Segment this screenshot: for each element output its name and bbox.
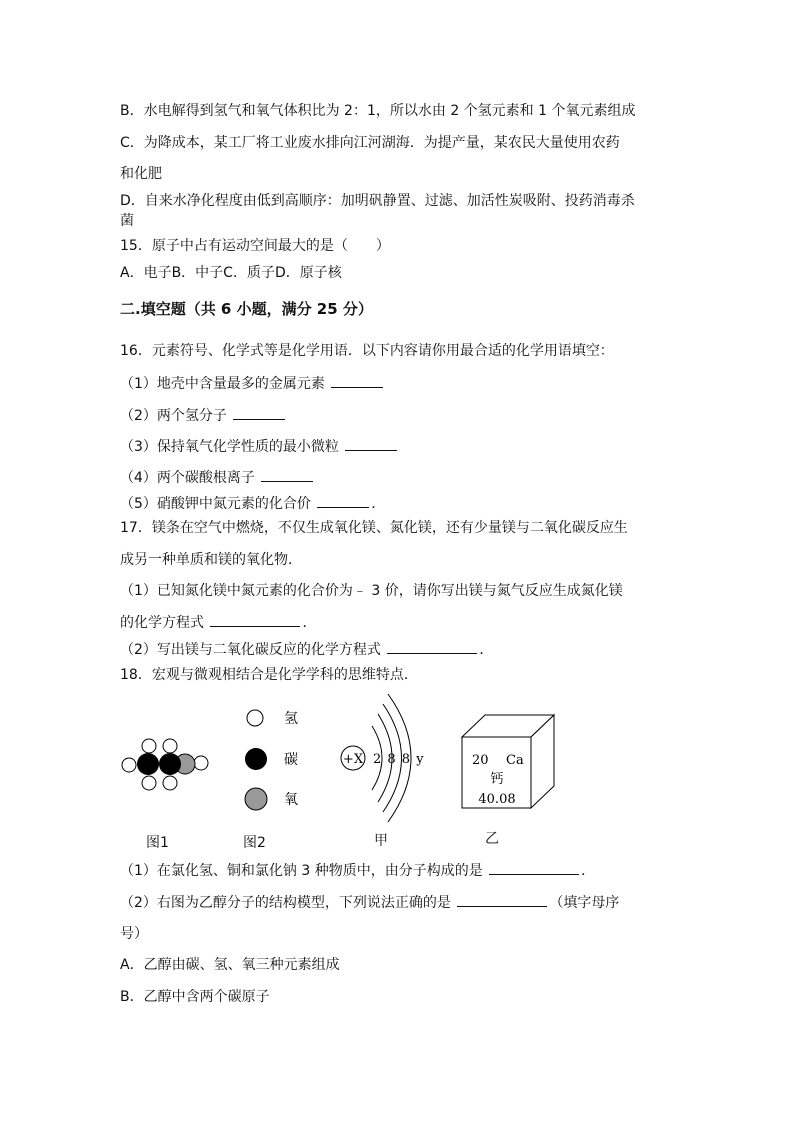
q18-item-1-period: ． — [581, 863, 596, 879]
atom-structure-diagram — [341, 694, 425, 822]
atomic-mass: 40.08 — [478, 792, 516, 807]
q16-item-4 — [120, 467, 315, 488]
answer-blank[interactable] — [457, 892, 547, 907]
figure-2-caption: 图2 — [243, 835, 266, 851]
answer-blank[interactable] — [210, 612, 300, 627]
q17-item-1-line1: （1）已知氮化镁中氮元素的化合价为﹣ 3 价，请你写出镁与氮气反应生成氮化镁 — [120, 583, 623, 599]
q18-item-2-hint: （填字母序 — [549, 895, 620, 911]
hydrogen-atom — [163, 739, 177, 753]
periodic-table-cell — [462, 715, 554, 808]
atomic-number: 20 — [472, 753, 489, 768]
q17-item-1-period: ． — [302, 615, 317, 631]
hydrogen-atom — [194, 756, 208, 770]
q16-item-1-text: （1）地壳中含量最多的金属元素 — [120, 376, 325, 392]
q18-option-b: B．乙醇中含两个碳原子 — [120, 989, 270, 1005]
q14-option-c-line1: C．为降成本，某工厂将工业废水排向江河湖海．为提产量，某农民大量使用农药 — [120, 135, 620, 151]
element-symbol: Ca — [506, 753, 524, 768]
answer-blank[interactable] — [489, 860, 579, 875]
q16-item-2-text: （2）两个氢分子 — [120, 408, 227, 424]
carbon-atom — [159, 753, 181, 775]
q18-item-2-line2: 号） — [120, 926, 148, 942]
q16-item-2 — [120, 405, 287, 426]
carbon-legend-icon — [245, 748, 267, 770]
hydrogen-atom — [163, 776, 177, 790]
q17-stem-line2: 成另一种单质和镁的氧化物． — [120, 552, 302, 568]
q16-stem: 16．元素符号、化学式等是化学用语．以下内容请你用最合适的化学用语填空： — [120, 343, 614, 359]
q15-options: A．电子B．中子C．质子D．原子核 — [120, 265, 342, 281]
answer-blank[interactable] — [331, 373, 383, 388]
q18-item-2-line1 — [120, 892, 619, 913]
section-title: 二.填空题（共 6 小题，满分 25 分） — [120, 300, 373, 318]
q17-item-1-text: 的化学方程式 — [120, 615, 204, 631]
q18-figures — [0, 690, 794, 830]
answer-blank[interactable] — [387, 639, 477, 654]
q16-item-4-text: （4）两个碳酸根离子 — [120, 470, 255, 486]
q16-item-5-text: （5）硝酸钾中氮元素的化合价 — [120, 496, 311, 512]
q17-item-2-period: ． — [479, 642, 494, 658]
q16-item-1 — [120, 373, 385, 394]
q17-stem-line1: 17．镁条在空气中燃烧，不仅生成氧化镁、氮化镁，还有少量镁与二氧化碳反应生 — [120, 520, 628, 536]
hydrogen-atom — [142, 739, 156, 753]
oxygen-legend-label: 氧 — [284, 792, 298, 808]
q16-item-3 — [120, 436, 399, 457]
hydrogen-legend-icon — [247, 710, 263, 726]
carbon-atom — [137, 753, 159, 775]
hydrogen-legend-label: 氢 — [284, 711, 298, 727]
q18-option-a: A．乙醇由碳、氢、氧三种元素组成 — [120, 957, 340, 973]
figure-jia-caption: 甲 — [374, 833, 388, 849]
q15-stem: 15．原子中占有运动空间最大的是（ ） — [120, 238, 390, 254]
ethanol-model — [122, 739, 208, 790]
q18-item-1 — [120, 860, 595, 881]
q14-option-b: B．水电解得到氢气和氧气体积比为 2：1，所以水由 2 个氢元素和 1 个氧元素组成 — [120, 103, 636, 119]
carbon-legend-label: 碳 — [284, 752, 298, 768]
q14-option-d-line2: 菌 — [120, 213, 134, 229]
q16-item-3-text: （3）保持氧气化学性质的最小微粒 — [120, 439, 339, 455]
q17-item-1-line2 — [120, 612, 316, 633]
oxygen-legend-icon — [245, 788, 267, 810]
atom-legend — [245, 710, 298, 810]
figure-1-caption: 图1 — [146, 835, 169, 851]
element-name: 钙 — [490, 772, 504, 787]
hydrogen-atom — [122, 758, 136, 772]
q14-option-d-line1: D．自来水净化程度由低到高顺序：加明矾静置、过滤、加活性炭吸附、投药消毒杀 — [120, 193, 635, 209]
answer-blank[interactable] — [317, 493, 369, 508]
nucleus-charge: +X — [342, 752, 364, 767]
answer-blank[interactable] — [233, 405, 285, 420]
figure-yi-caption: 乙 — [485, 831, 499, 847]
hydrogen-atom — [142, 776, 156, 790]
shell-electron-counts: 2 8 8 y — [373, 752, 425, 767]
q18-item-2-text: （2）右图为乙醇分子的结构模型，下列说法正确的是 — [120, 895, 451, 911]
q18-stem: 18．宏观与微观相结合是化学学科的思维特点． — [120, 667, 418, 683]
q18-item-1-text: （1）在氯化氢、铜和氯化钠 3 种物质中，由分子构成的是 — [120, 863, 483, 879]
q14-option-c-line2: 和化肥 — [120, 166, 162, 182]
answer-blank[interactable] — [261, 467, 313, 482]
answer-blank[interactable] — [345, 436, 397, 451]
q16-item-5-period: ． — [371, 496, 386, 512]
q17-item-2 — [120, 639, 493, 660]
q16-item-5 — [120, 493, 385, 514]
q17-item-2-text: （2）写出镁与二氧化碳反应的化学方程式 — [120, 642, 381, 658]
